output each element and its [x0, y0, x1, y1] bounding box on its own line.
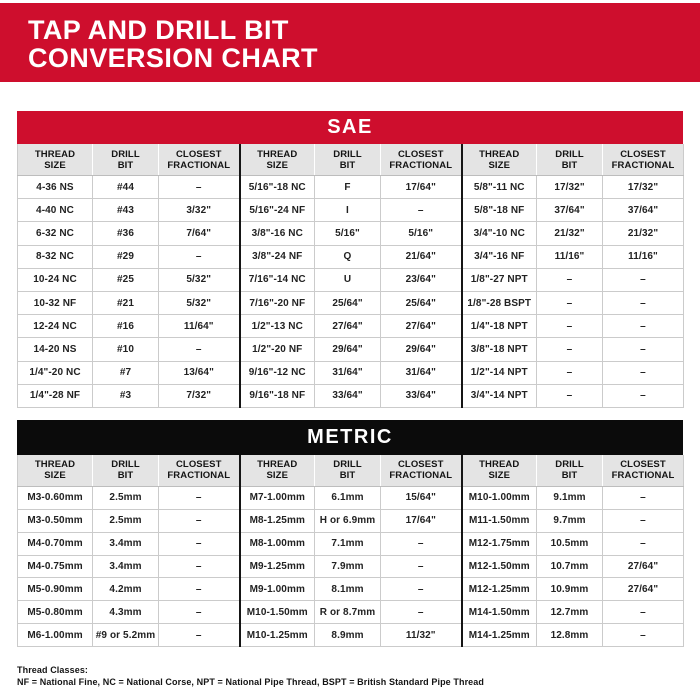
cell-thread-size: 5/16"-18 NC: [240, 176, 315, 199]
column-header-drill-bit: DRILL BIT: [315, 144, 381, 176]
cell-thread-size: M10-1.00mm: [462, 486, 537, 509]
table-row: [18, 315, 684, 338]
cell-drill-bit: 3.4mm: [93, 555, 159, 578]
table-row: [18, 532, 684, 555]
cell-thread-size: M10-1.50mm: [240, 601, 315, 624]
cell-drill-bit: –: [537, 291, 603, 314]
cell-closest-fractional: –: [159, 601, 240, 624]
cell-drill-bit: 17/32": [537, 176, 603, 199]
sae-section: [17, 111, 683, 408]
cell-drill-bit: 25/64": [315, 291, 381, 314]
metric-section: [17, 420, 683, 647]
cell-closest-fractional: 11/32": [381, 624, 462, 647]
cell-closest-fractional: 27/64": [603, 578, 684, 601]
cell-closest-fractional: 3/32": [159, 199, 240, 222]
cell-thread-size: 3/4"-10 NC: [462, 222, 537, 245]
cell-thread-size: 1/8"-27 NPT: [462, 268, 537, 291]
cell-thread-size: 7/16"-14 NC: [240, 268, 315, 291]
cell-thread-size: 10-24 NC: [18, 268, 93, 291]
metric-header-row: [18, 455, 684, 487]
column-header-closest-fractional: CLOSEST FRACTIONAL: [603, 455, 684, 487]
cell-closest-fractional: 5/32": [159, 291, 240, 314]
cell-closest-fractional: 11/16": [603, 245, 684, 268]
cell-closest-fractional: –: [603, 338, 684, 361]
cell-thread-size: M12-1.50mm: [462, 555, 537, 578]
cell-closest-fractional: 21/64": [381, 245, 462, 268]
cell-drill-bit: #10: [93, 338, 159, 361]
cell-drill-bit: 3.4mm: [93, 532, 159, 555]
cell-thread-size: M9-1.25mm: [240, 555, 315, 578]
cell-thread-size: M8-1.25mm: [240, 509, 315, 532]
column-header-thread-size: THREAD SIZE: [240, 144, 315, 176]
column-header-drill-bit: DRILL BIT: [315, 455, 381, 487]
cell-drill-bit: #7: [93, 361, 159, 384]
cell-thread-size: M5-0.90mm: [18, 578, 93, 601]
column-header-thread-size: THREAD SIZE: [18, 455, 93, 487]
cell-closest-fractional: 31/64": [381, 361, 462, 384]
cell-closest-fractional: 27/64": [381, 315, 462, 338]
cell-drill-bit: 4.3mm: [93, 601, 159, 624]
table-row: [18, 268, 684, 291]
cell-thread-size: 1/2"-14 NPT: [462, 361, 537, 384]
cell-closest-fractional: –: [603, 361, 684, 384]
table-row: [18, 176, 684, 199]
page-title-line-2: CONVERSION CHART: [28, 43, 318, 73]
cell-thread-size: 1/8"-28 BSPT: [462, 291, 537, 314]
cell-drill-bit: 31/64": [315, 361, 381, 384]
cell-thread-size: 9/16"-18 NF: [240, 384, 315, 407]
column-header-thread-size: THREAD SIZE: [462, 144, 537, 176]
cell-closest-fractional: 29/64": [381, 338, 462, 361]
cell-thread-size: 6-32 NC: [18, 222, 93, 245]
conversion-chart-page: [0, 3, 700, 700]
cell-drill-bit: 29/64": [315, 338, 381, 361]
cell-drill-bit: 4.2mm: [93, 578, 159, 601]
cell-drill-bit: I: [315, 199, 381, 222]
column-header-drill-bit: DRILL BIT: [93, 144, 159, 176]
cell-drill-bit: 8.9mm: [315, 624, 381, 647]
cell-closest-fractional: –: [159, 578, 240, 601]
cell-thread-size: M3-0.50mm: [18, 509, 93, 532]
cell-thread-size: M12-1.75mm: [462, 532, 537, 555]
cell-drill-bit: #21: [93, 291, 159, 314]
cell-thread-size: M4-0.70mm: [18, 532, 93, 555]
cell-thread-size: M8-1.00mm: [240, 532, 315, 555]
column-header-drill-bit: DRILL BIT: [93, 455, 159, 487]
cell-closest-fractional: 15/64": [381, 486, 462, 509]
cell-drill-bit: 5/16": [315, 222, 381, 245]
cell-drill-bit: –: [537, 268, 603, 291]
cell-drill-bit: Q: [315, 245, 381, 268]
cell-drill-bit: 9.1mm: [537, 486, 603, 509]
cell-thread-size: 3/4"-16 NF: [462, 245, 537, 268]
cell-drill-bit: –: [537, 361, 603, 384]
cell-thread-size: 7/16"-20 NF: [240, 291, 315, 314]
column-header-thread-size: THREAD SIZE: [240, 455, 315, 487]
cell-drill-bit: 12.7mm: [537, 601, 603, 624]
cell-thread-size: 3/8"-24 NF: [240, 245, 315, 268]
thread-classes-definitions: NF = National Fine, NC = National Corse, NPT = National Pipe Thread, BSPT = British Standard Pipe Thread: [17, 676, 484, 687]
cell-closest-fractional: –: [603, 486, 684, 509]
cell-thread-size: M6-1.00mm: [18, 624, 93, 647]
cell-drill-bit: #16: [93, 315, 159, 338]
cell-thread-size: 10-32 NF: [18, 291, 93, 314]
cell-thread-size: 14-20 NS: [18, 338, 93, 361]
cell-drill-bit: 27/64": [315, 315, 381, 338]
cell-closest-fractional: 11/64": [159, 315, 240, 338]
column-header-thread-size: THREAD SIZE: [18, 144, 93, 176]
cell-thread-size: 9/16"-12 NC: [240, 361, 315, 384]
column-header-closest-fractional: CLOSEST FRACTIONAL: [381, 455, 462, 487]
cell-thread-size: M4-0.75mm: [18, 555, 93, 578]
cell-closest-fractional: –: [159, 532, 240, 555]
cell-closest-fractional: –: [159, 509, 240, 532]
sae-table: [17, 144, 684, 408]
cell-closest-fractional: –: [381, 532, 462, 555]
column-header-closest-fractional: CLOSEST FRACTIONAL: [381, 144, 462, 176]
cell-drill-bit: –: [537, 338, 603, 361]
column-header-closest-fractional: CLOSEST FRACTIONAL: [159, 144, 240, 176]
thread-classes-title: Thread Classes:: [17, 665, 89, 676]
cell-thread-size: M14-1.50mm: [462, 601, 537, 624]
cell-thread-size: 4-40 NC: [18, 199, 93, 222]
cell-closest-fractional: 17/64": [381, 509, 462, 532]
cell-drill-bit: #44: [93, 176, 159, 199]
table-row: [18, 486, 684, 509]
cell-thread-size: 4-36 NS: [18, 176, 93, 199]
cell-closest-fractional: 17/32": [603, 176, 684, 199]
cell-drill-bit: #29: [93, 245, 159, 268]
cell-closest-fractional: 7/32": [159, 384, 240, 407]
cell-drill-bit: 2.5mm: [93, 486, 159, 509]
cell-thread-size: M10-1.25mm: [240, 624, 315, 647]
cell-drill-bit: #43: [93, 199, 159, 222]
table-row: [18, 509, 684, 532]
cell-drill-bit: #25: [93, 268, 159, 291]
metric-table: [17, 455, 684, 647]
table-row: [18, 578, 684, 601]
cell-thread-size: M7-1.00mm: [240, 486, 315, 509]
cell-drill-bit: 9.7mm: [537, 509, 603, 532]
cell-drill-bit: #9 or 5.2mm: [93, 624, 159, 647]
title-banner: [0, 3, 700, 82]
cell-drill-bit: H or 6.9mm: [315, 509, 381, 532]
cell-drill-bit: 33/64": [315, 384, 381, 407]
cell-thread-size: M3-0.60mm: [18, 486, 93, 509]
table-row: [18, 291, 684, 314]
cell-thread-size: 3/8"-18 NPT: [462, 338, 537, 361]
cell-thread-size: 1/2"-13 NC: [240, 315, 315, 338]
table-row: [18, 624, 684, 647]
cell-drill-bit: 21/32": [537, 222, 603, 245]
cell-drill-bit: 6.1mm: [315, 486, 381, 509]
page-title-line-1: TAP AND DRILL BIT: [28, 15, 289, 45]
cell-thread-size: M9-1.00mm: [240, 578, 315, 601]
cell-thread-size: 8-32 NC: [18, 245, 93, 268]
cell-drill-bit: 2.5mm: [93, 509, 159, 532]
thread-classes-note: [17, 665, 683, 688]
column-header-drill-bit: DRILL BIT: [537, 455, 603, 487]
cell-thread-size: 5/16"-24 NF: [240, 199, 315, 222]
table-row: [18, 338, 684, 361]
column-header-thread-size: THREAD SIZE: [462, 455, 537, 487]
cell-thread-size: M14-1.25mm: [462, 624, 537, 647]
column-header-closest-fractional: CLOSEST FRACTIONAL: [159, 455, 240, 487]
cell-closest-fractional: 33/64": [381, 384, 462, 407]
cell-closest-fractional: 5/16": [381, 222, 462, 245]
cell-thread-size: M5-0.80mm: [18, 601, 93, 624]
cell-thread-size: 5/8"-18 NF: [462, 199, 537, 222]
cell-closest-fractional: –: [159, 338, 240, 361]
cell-drill-bit: F: [315, 176, 381, 199]
cell-drill-bit: 7.1mm: [315, 532, 381, 555]
metric-section-header: METRIC: [17, 420, 683, 455]
cell-closest-fractional: –: [381, 601, 462, 624]
cell-drill-bit: 37/64": [537, 199, 603, 222]
cell-closest-fractional: 23/64": [381, 268, 462, 291]
cell-thread-size: 3/8"-16 NC: [240, 222, 315, 245]
cell-closest-fractional: 5/32": [159, 268, 240, 291]
cell-drill-bit: 11/16": [537, 245, 603, 268]
cell-closest-fractional: –: [159, 555, 240, 578]
cell-closest-fractional: 17/64": [381, 176, 462, 199]
cell-drill-bit: #3: [93, 384, 159, 407]
cell-closest-fractional: 21/32": [603, 222, 684, 245]
cell-thread-size: 3/4"-14 NPT: [462, 384, 537, 407]
cell-closest-fractional: –: [603, 384, 684, 407]
column-header-closest-fractional: CLOSEST FRACTIONAL: [603, 144, 684, 176]
cell-drill-bit: #36: [93, 222, 159, 245]
cell-closest-fractional: –: [603, 532, 684, 555]
cell-thread-size: 1/4"-28 NF: [18, 384, 93, 407]
sae-section-header: SAE: [17, 111, 683, 144]
cell-closest-fractional: –: [603, 268, 684, 291]
cell-closest-fractional: –: [603, 601, 684, 624]
cell-thread-size: 1/4"-20 NC: [18, 361, 93, 384]
cell-closest-fractional: 37/64": [603, 199, 684, 222]
cell-closest-fractional: 27/64": [603, 555, 684, 578]
cell-thread-size: 12-24 NC: [18, 315, 93, 338]
cell-closest-fractional: –: [159, 245, 240, 268]
cell-closest-fractional: –: [159, 176, 240, 199]
cell-drill-bit: 10.9mm: [537, 578, 603, 601]
cell-closest-fractional: –: [603, 291, 684, 314]
cell-closest-fractional: –: [381, 578, 462, 601]
cell-drill-bit: 8.1mm: [315, 578, 381, 601]
cell-thread-size: 1/4"-18 NPT: [462, 315, 537, 338]
table-row: [18, 222, 684, 245]
cell-drill-bit: 10.7mm: [537, 555, 603, 578]
cell-closest-fractional: –: [603, 509, 684, 532]
cell-drill-bit: 10.5mm: [537, 532, 603, 555]
column-header-drill-bit: DRILL BIT: [537, 144, 603, 176]
table-row: [18, 245, 684, 268]
cell-closest-fractional: 13/64": [159, 361, 240, 384]
cell-drill-bit: 12.8mm: [537, 624, 603, 647]
cell-closest-fractional: –: [603, 315, 684, 338]
cell-closest-fractional: –: [159, 624, 240, 647]
table-row: [18, 199, 684, 222]
cell-thread-size: 5/8"-11 NC: [462, 176, 537, 199]
cell-closest-fractional: 7/64": [159, 222, 240, 245]
cell-closest-fractional: –: [381, 199, 462, 222]
table-row: [18, 384, 684, 407]
table-row: [18, 555, 684, 578]
cell-drill-bit: –: [537, 315, 603, 338]
cell-drill-bit: –: [537, 384, 603, 407]
cell-drill-bit: R or 8.7mm: [315, 601, 381, 624]
cell-drill-bit: U: [315, 268, 381, 291]
cell-closest-fractional: –: [381, 555, 462, 578]
table-row: [18, 601, 684, 624]
cell-closest-fractional: –: [159, 486, 240, 509]
cell-closest-fractional: 25/64": [381, 291, 462, 314]
cell-thread-size: 1/2"-20 NF: [240, 338, 315, 361]
cell-closest-fractional: –: [603, 624, 684, 647]
sae-header-row: [18, 144, 684, 176]
cell-thread-size: M11-1.50mm: [462, 509, 537, 532]
cell-drill-bit: 7.9mm: [315, 555, 381, 578]
table-row: [18, 361, 684, 384]
cell-thread-size: M12-1.25mm: [462, 578, 537, 601]
